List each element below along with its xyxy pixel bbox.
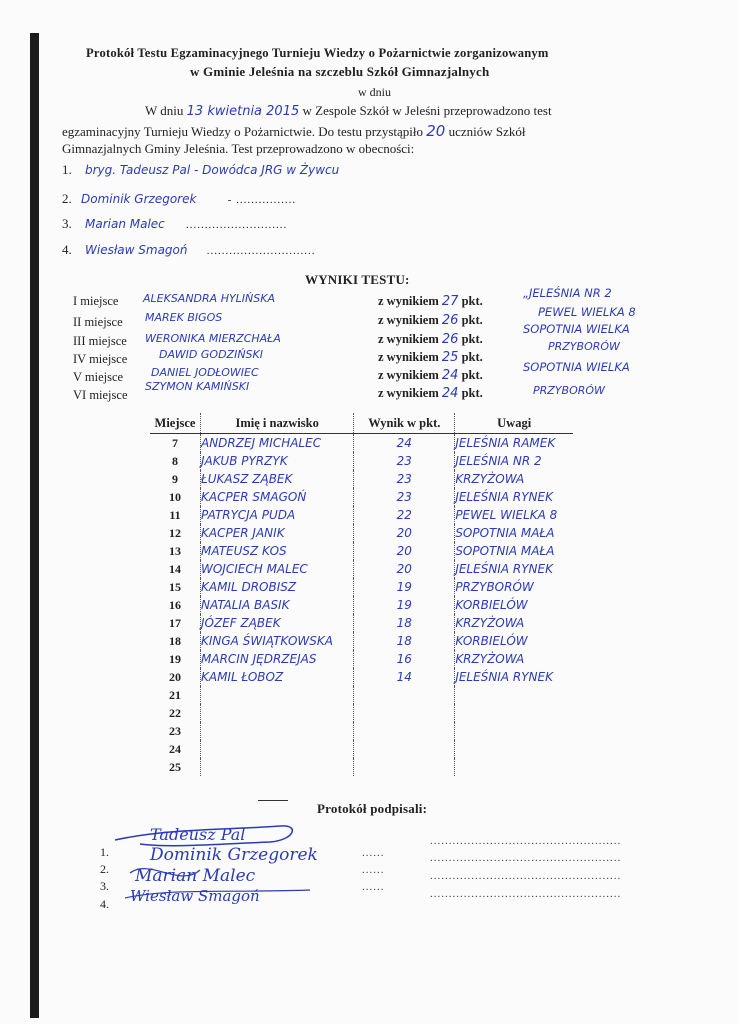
student-name: JÓZEF ZĄBEK <box>201 614 354 632</box>
signature-dots: ................................................... <box>430 888 622 900</box>
table-row <box>150 488 573 506</box>
school-note: KRZYŻOWA <box>455 614 573 632</box>
school-note: SOPOTNIA MAŁA <box>455 542 573 560</box>
score <box>354 740 455 758</box>
table-row <box>150 740 573 758</box>
school-note <box>455 722 573 740</box>
table-row <box>150 722 573 740</box>
score <box>354 686 455 704</box>
table-row <box>150 668 573 686</box>
place-row: I miejsce ALEKSANDRA HYLIŃSKA z wynikiem 27 pkt. „JELEŚNIA NR 2 <box>73 286 612 309</box>
student-name <box>201 758 354 776</box>
place-number: 14 <box>169 561 181 576</box>
score <box>354 758 455 776</box>
signed-title: Protokół podpisali: <box>317 801 428 816</box>
score: 18 <box>354 632 455 650</box>
score: 20 <box>354 560 455 578</box>
student-name: MATEUSZ KOS <box>201 542 354 560</box>
score: 20 <box>354 524 455 542</box>
school-note <box>455 704 573 722</box>
place-number: 9 <box>172 471 178 486</box>
signature: Wiesław Smagoń <box>130 887 260 905</box>
student-name <box>201 704 354 722</box>
place-number: 21 <box>169 687 181 702</box>
school-note: JELEŚNIA RYNEK <box>455 668 573 686</box>
signature-flourishes <box>110 818 350 928</box>
presence-item: 4. Wiesław Smagoń ............................. <box>62 242 316 257</box>
school-note <box>455 740 573 758</box>
results-title: WYNIKI TESTU: <box>305 272 410 287</box>
signature-dots: ................................................... <box>430 835 622 847</box>
table-row <box>150 542 573 560</box>
student-name: ANDRZEJ MICHALEC <box>201 434 354 453</box>
student-name: KAMIL DROBISZ <box>201 578 354 596</box>
score: 20 <box>354 542 455 560</box>
student-name <box>201 686 354 704</box>
signature-dots: ...... <box>362 847 385 859</box>
table-row <box>150 578 573 596</box>
document-title-line2: w Gminie Jeleśnia na szczeblu Szkół Gimnazjalnych <box>190 64 490 79</box>
table-header-row <box>150 413 573 434</box>
student-name: KACPER SMAGOŃ <box>201 488 354 506</box>
score: 24 <box>354 434 455 453</box>
place-number: 7 <box>172 435 178 450</box>
document-title-line1: Protokół Testu Egzaminacyjnego Turnieju Wiedzy o Pożarnictwie zorganizowanym <box>86 46 549 60</box>
divider <box>258 800 288 801</box>
student-name: WOJCIECH MALEC <box>201 560 354 578</box>
participant-count: 20 <box>426 122 446 140</box>
table-row <box>150 560 573 578</box>
place-row: VI miejsce SZYMON KAMIŃSKI z wynikiem 24 pkt. PRZYBORÓW <box>73 380 605 402</box>
table-row <box>150 506 573 524</box>
school-note: KORBIELÓW <box>455 596 573 614</box>
table-row <box>150 524 573 542</box>
student-name: KAMIL ŁOBOZ <box>201 668 354 686</box>
header-place: Miejsce <box>150 413 201 434</box>
signature: Marian Malec <box>135 866 256 886</box>
signature-row: 4. <box>100 897 109 911</box>
place-number: 16 <box>169 597 181 612</box>
score <box>354 704 455 722</box>
signature-row: 3. <box>100 879 109 893</box>
score: 23 <box>354 452 455 470</box>
place-number: 23 <box>169 723 181 738</box>
student-name: NATALIA BASIK <box>201 596 354 614</box>
place-number: 8 <box>172 453 178 468</box>
school-note: KRZYŻOWA <box>455 470 573 488</box>
results-table <box>150 413 573 776</box>
student-name: PATRYCJA PUDA <box>201 506 354 524</box>
header-score: Wynik w pkt. <box>354 413 455 434</box>
presence-item: 2. Dominik Grzegorek - ................ <box>62 191 297 206</box>
signature-row: 1. <box>100 845 109 859</box>
place-number: 13 <box>169 543 181 558</box>
score: 19 <box>354 596 455 614</box>
school-note: PEWEL WIELKA 8 <box>455 506 573 524</box>
header-name: Imię i nazwisko <box>201 413 354 434</box>
school-note: JELEŚNIA RYNEK <box>455 560 573 578</box>
student-name: KACPER JANIK <box>201 524 354 542</box>
place-number: 24 <box>169 741 181 756</box>
place-row: III miejsce WERONIKA MIERZCHAŁA z wynikiem 26 pkt. SOPOTNIA WIELKA <box>73 322 630 348</box>
school-note: JELEŚNIA NR 2 <box>455 452 573 470</box>
signature-row: 2. <box>100 862 109 876</box>
place-number: 10 <box>169 489 181 504</box>
signature-dots: ...... <box>362 881 385 893</box>
school-note: SOPOTNIA MAŁA <box>455 524 573 542</box>
table-row <box>150 758 573 776</box>
intro-line1: W dniu 13 kwietnia 2015 w Zespole Szkół w Jeleśni przeprowadzono test <box>145 103 552 119</box>
school-note <box>455 686 573 704</box>
school-note <box>455 758 573 776</box>
table-row <box>150 686 573 704</box>
score: 19 <box>354 578 455 596</box>
intro-line3: Gimnazjalnych Gminy Jeleśnia. Test przeprowadzono w obecności: <box>62 141 415 156</box>
school-note: PRZYBORÓW <box>455 578 573 596</box>
student-name <box>201 740 354 758</box>
school-note: KRZYŻOWA <box>455 650 573 668</box>
school-note: JELEŚNIA RYNEK <box>455 488 573 506</box>
signature-dots: ................................................... <box>430 870 622 882</box>
presence-item: 1. bryg. Tadeusz Pal - Dowódca JRG w Żywcu <box>62 162 340 177</box>
student-name: KINGA ŚWIĄTKOWSKA <box>201 632 354 650</box>
score: 23 <box>354 470 455 488</box>
score: 22 <box>354 506 455 524</box>
signature: Tadeusz Pal <box>150 825 246 844</box>
place-row: II miejsce MAREK BIGOS z wynikiem 26 pkt. PEWEL WIELKA 8 <box>73 305 636 329</box>
header-notes: Uwagi <box>455 413 573 434</box>
scan-edge-bar <box>30 33 39 1018</box>
presence-item: 3. Marian Malec ........................... <box>62 216 288 231</box>
score: 23 <box>354 488 455 506</box>
place-number: 25 <box>169 759 181 774</box>
student-name: MARCIN JĘDRZEJAS <box>201 650 354 668</box>
place-number: 11 <box>169 507 181 522</box>
table-row <box>150 596 573 614</box>
place-row: V miejsce DANIEL JODŁOWIEC z wynikiem 24 pkt. SOPOTNIA WIELKA <box>73 360 630 384</box>
school-note: JELEŚNIA RAMEK <box>455 434 573 453</box>
signature-dots: ...... <box>362 864 385 876</box>
table-row <box>150 614 573 632</box>
table-row <box>150 452 573 470</box>
student-name <box>201 722 354 740</box>
table-body <box>150 434 573 777</box>
date-label: w dniu <box>358 85 391 99</box>
place-number: 19 <box>169 651 181 666</box>
school-note: KORBIELÓW <box>455 632 573 650</box>
place-number: 22 <box>169 705 181 720</box>
intro-line2: egzaminacyjny Turnieju Wiedzy o Pożarnictwie. Do testu przystąpiło 20 uczniów Szkół <box>62 122 526 140</box>
table-row <box>150 650 573 668</box>
score: 18 <box>354 614 455 632</box>
place-number: 18 <box>169 633 181 648</box>
table-row <box>150 434 573 453</box>
student-name: ŁUKASZ ZĄBEK <box>201 470 354 488</box>
place-number: 12 <box>169 525 181 540</box>
table-row <box>150 704 573 722</box>
test-date: 13 kwietnia 2015 <box>186 104 300 119</box>
score: 16 <box>354 650 455 668</box>
signature: Dominik Grzegorek <box>150 845 318 865</box>
score <box>354 722 455 740</box>
student-name: JAKUB PYRZYK <box>201 452 354 470</box>
place-row: IV miejsce DAWID GODZIŃSKI z wynikiem 25 pkt. PRZYBORÓW <box>73 340 620 366</box>
table-row <box>150 632 573 650</box>
place-number: 17 <box>169 615 181 630</box>
place-number: 15 <box>169 579 181 594</box>
table-row <box>150 470 573 488</box>
signature-dots: ................................................... <box>430 852 622 864</box>
place-number: 20 <box>169 669 181 684</box>
score: 14 <box>354 668 455 686</box>
